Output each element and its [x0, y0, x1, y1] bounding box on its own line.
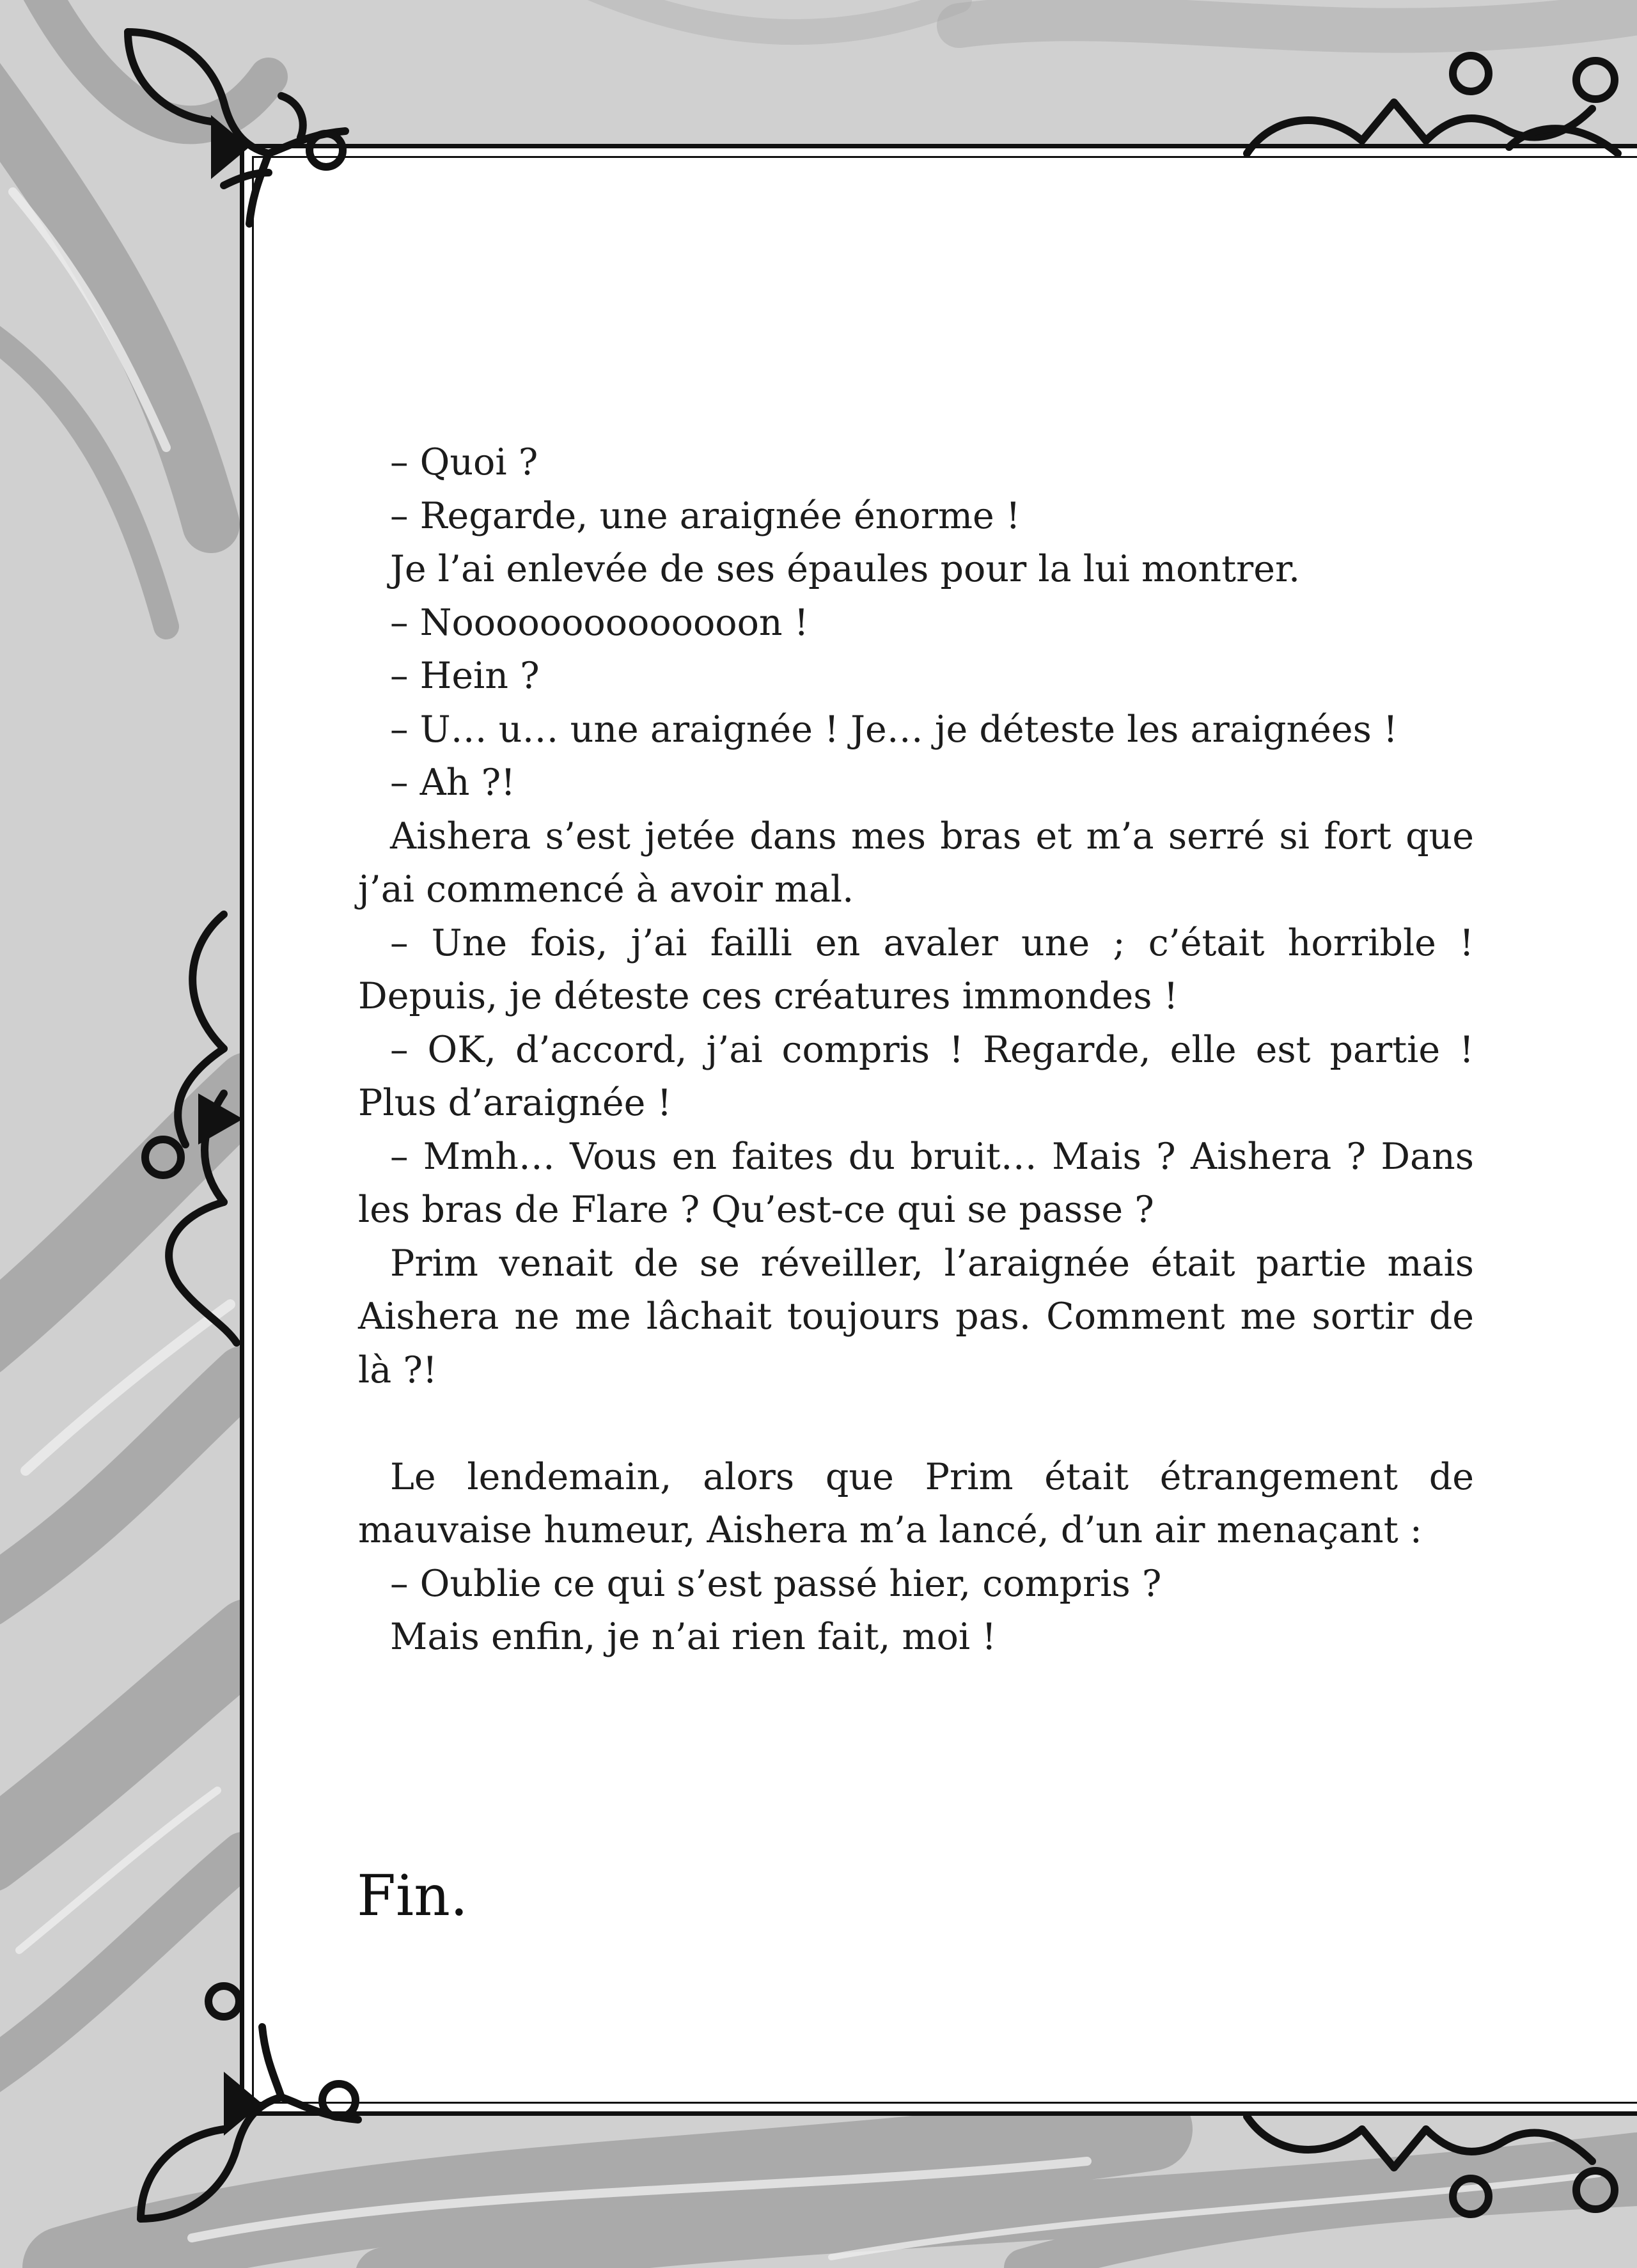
swirl-flourish-bottom-icon: [1234, 2104, 1637, 2225]
paragraph: Prim venait de se réveiller, l’araignée était partie mais Aishera ne me lâchait toujours pas. Comment me sortir de là ?!: [358, 1242, 1474, 1391]
paragraph: Je l’ai enlevée de ses épaules pour la lui montrer.: [390, 548, 1301, 590]
section-break: [358, 1397, 1474, 1451]
paragraph: – U… u… une araignée ! Je… je déteste les araignées !: [390, 708, 1398, 751]
swirl-flourish-icon: [1234, 45, 1637, 166]
ending-label: Fin.: [357, 1863, 468, 1928]
paragraph: – Ah ?!: [390, 762, 516, 804]
story-text: [358, 436, 1474, 1664]
paragraph: Aishera s’est jetée dans mes bras et m’a serré si fort que j’ai commencé à avoir mal.: [358, 815, 1474, 911]
paragraph: – Regarde, une araignée énorme !: [390, 494, 1021, 537]
paragraph: – Quoi ?: [390, 441, 538, 483]
fleur-de-lis-side-icon: [128, 902, 256, 1349]
paragraph: – Une fois, j’ai failli en avaler une ; c’était horrible ! Depuis, je déteste ces créatures immondes !: [358, 921, 1474, 1017]
paragraph: Le lendemain, alors que Prim était étrangement de mauvaise humeur, Aishera m’a lancé, d’un air menaçant :: [358, 1455, 1474, 1551]
paragraph: – Noooooooooooooon !: [390, 601, 809, 644]
paragraph: Mais enfin, je n’ai rien fait, moi !: [390, 1616, 997, 1658]
fleur-de-lis-flourish-icon: [115, 19, 384, 288]
paragraph: – Mmh… Vous en faites du bruit… Mais ? Aishera ? Dans les bras de Flare ? Qu’est-ce qui se passe ?: [358, 1135, 1474, 1231]
fleur-de-lis-bottom-icon: [128, 1976, 396, 2232]
paragraph: – Oublie ce qui s’est passé hier, compris ?: [390, 1562, 1162, 1605]
paragraph: – OK, d’accord, j’ai compris ! Regarde, elle est partie ! Plus d’araignée !: [358, 1028, 1474, 1124]
paragraph: – Hein ?: [390, 655, 540, 697]
